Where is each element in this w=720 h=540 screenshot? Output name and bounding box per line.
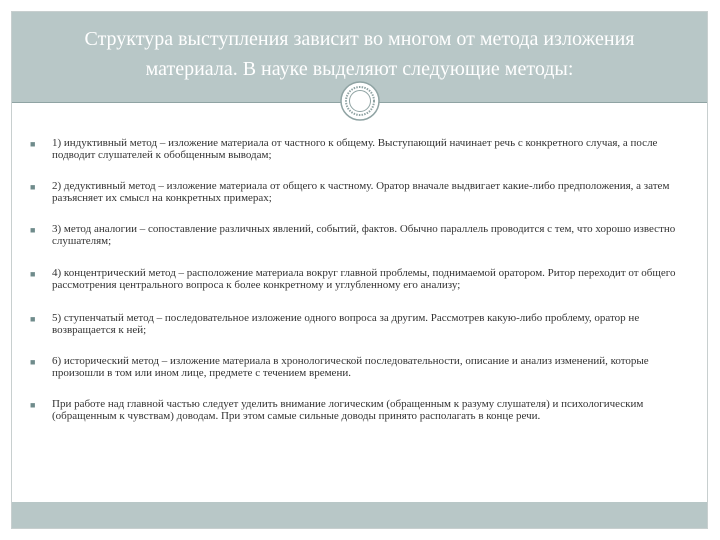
methods-list [30,138,690,422]
slide-title [12,24,707,84]
list-item [30,181,690,204]
title-line-1: Структура выступления зависит во многом от метода изложения [84,28,635,50]
footer-band [12,502,707,528]
list-item-text: 5) ступенчатый метод – последовательное изложение одного вопроса за другим. Рассмотрев какую-либо проблему, оратор не возвращается к ней; [52,312,640,336]
list-item [30,313,690,336]
ornament-circle-icon [339,80,381,122]
bullet-icon: ■ [30,357,36,367]
bullet-icon: ■ [30,182,36,192]
list-item-text: 4) концентрический метод – расположение материала вокруг главной проблемы, поднимаемой оратором. Ритор переходит от общего рассмотрения центрального вопроса к более конкретному и углубленному его анализу; [52,267,676,291]
bullet-icon: ■ [30,269,36,279]
list-item-text: 1) индуктивный метод – изложение материала от частного к общему. Выступающий начинает речь с конкретного случая, а после подводит слушателей к обобщенным выводам; [52,137,658,161]
list-item [30,399,690,422]
list-item-text: 6) исторический метод – изложение материала в хронологической последовательности, описание и анализ изменений, которые произошли в том или ином лице, предмете с течением времени. [52,355,649,379]
list-item [30,268,690,291]
list-item-text: 2) дедуктивный метод – изложение материала от общего к частному. Оратор вначале выдвигает какие-либо предположения, а затем разъясняет их смысл на конкретных примерах; [52,180,670,204]
bullet-icon: ■ [30,400,36,410]
list-item-text: При работе над главной частью следует уделить внимание логическим (обращенным к разуму слушателя) и психологическим (обращенным к чувствам) доводам. При этом самые сильные доводы принято располагать в конце речи. [52,398,644,422]
bullet-icon: ■ [30,225,36,235]
bullet-icon: ■ [30,139,36,149]
title-line-2: материала. В науке выделяют следующие методы: [145,58,574,80]
list-item [30,356,690,379]
list-item [30,224,690,247]
bullet-icon: ■ [30,314,36,324]
list-item-text: 3) метод аналогии – сопоставление различных явлений, событий, фактов. Обычно параллель проводится с тем, что хорошо известно слушателям; [52,223,676,247]
list-item [30,138,690,161]
